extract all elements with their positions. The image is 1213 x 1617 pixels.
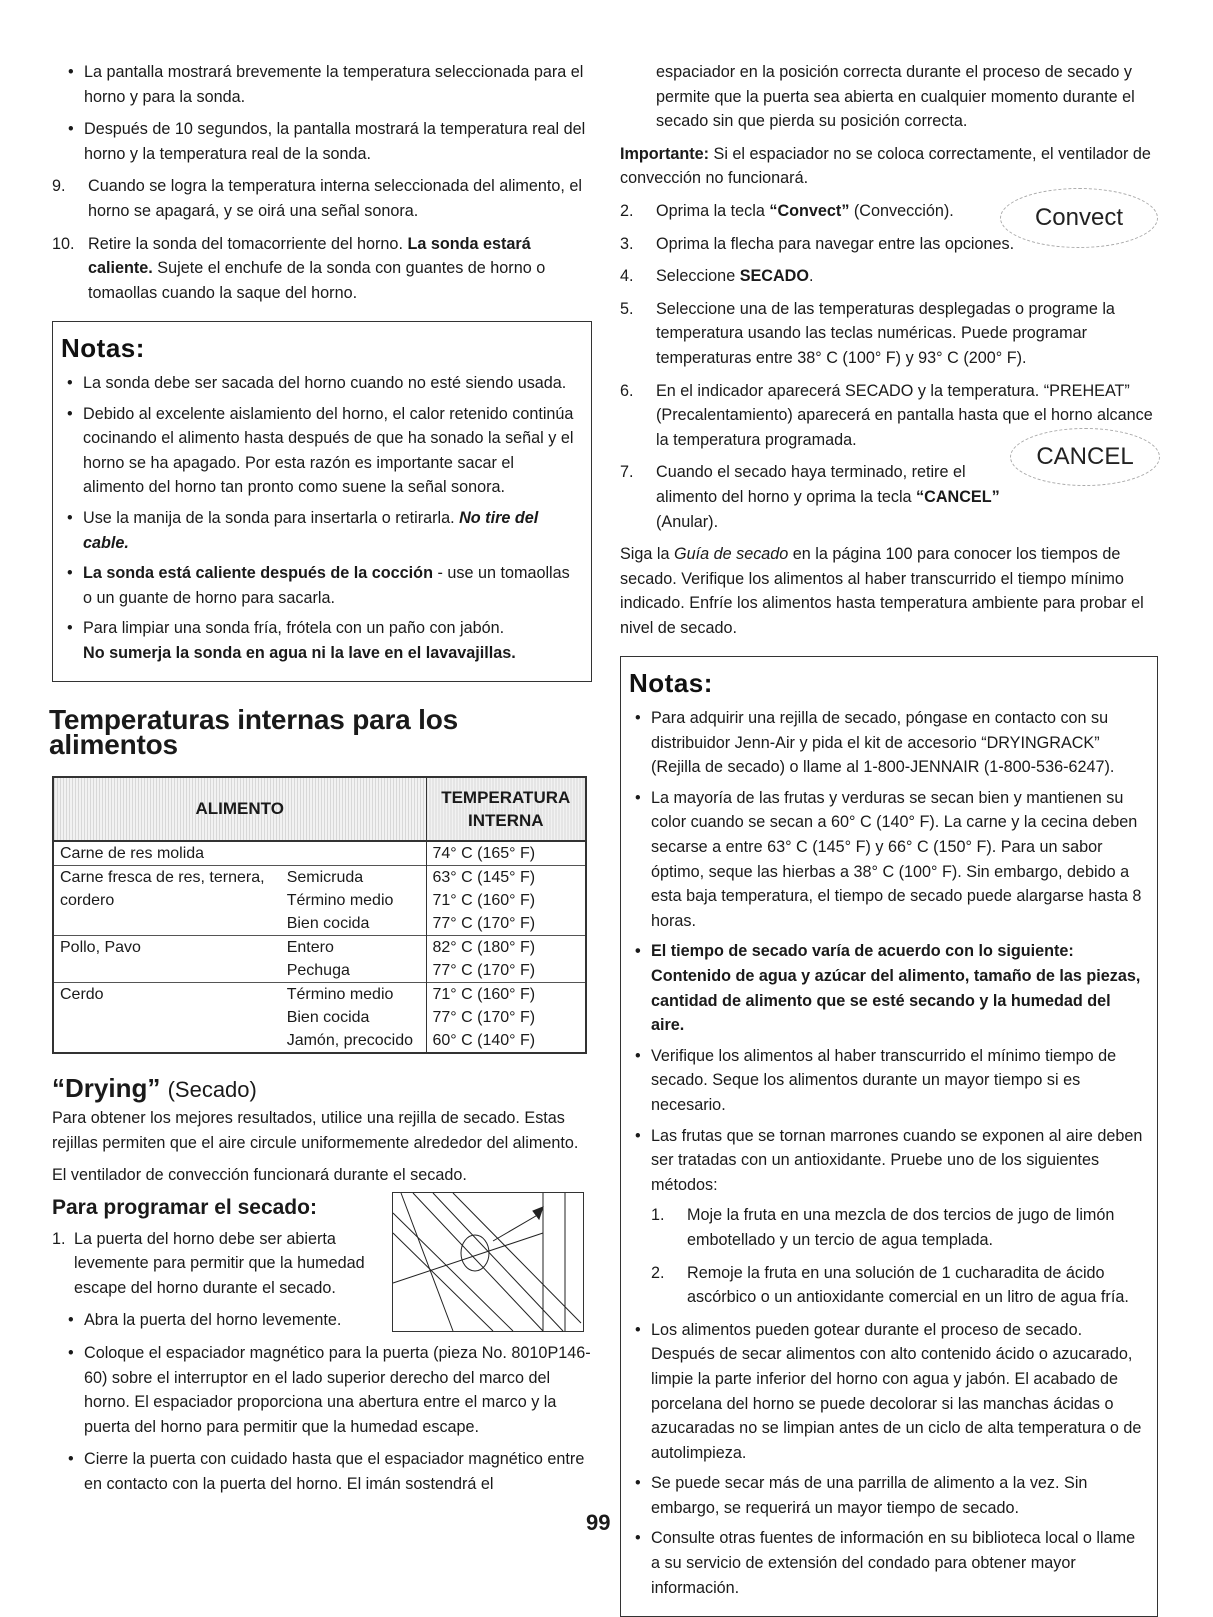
temperature-table (52, 776, 587, 1054)
table-row (53, 889, 586, 912)
table-cell-temp: 60° C (140° F) (426, 1029, 586, 1053)
list-item: • Consulte otras fuentes de información en su biblioteca local o llame a su servicio de extensión del condado para obtener mayor información. (629, 1526, 1145, 1600)
table-cell-food: Carne de res molida (53, 841, 281, 866)
table-cell-temp: 77° C (170° F) (426, 1006, 586, 1029)
table-cell-type: Jamón, precocido (286, 1031, 413, 1049)
table-cell-food (53, 912, 281, 936)
table-cell-type: Semicruda (281, 865, 426, 889)
right-column (620, 60, 1160, 1617)
table-row (53, 935, 586, 959)
list-item: • Para adquirir una rejilla de secado, póngase en contacto con su distribuidor Jenn-Air y pida el kit de accesorio “DRYINGRACK” (Rejilla de secado) o llame al 1-800-JENNAIR (1-800-536-6247). (629, 706, 1145, 780)
list-item: • Cierre la puerta con cuidado hasta que el espaciador magnético entre en contacto con la puerta del horno. El imán sostendrá el (52, 1447, 592, 1496)
table-row (53, 865, 586, 889)
step-10: 10. Retire la sonda del tomacorriente del horno. La sonda estará caliente. Sujete el enchufe de la sonda con guantes de horno o tomaollas cuando la saque del horno. (52, 234, 546, 302)
drying-heading: “Drying” (Secado) (52, 1072, 257, 1103)
method-2: 2. Remoje la fruta en una solución de 1 cucharadita de ácido ascórbico o un antioxidante comercial en un litro de agua fría. (651, 1263, 1129, 1307)
list-item: • La pantalla mostrará brevemente la temperatura seleccionada para el horno y para la sonda. (52, 60, 592, 109)
list-item: • La sonda está caliente después de la cocción - use un tomaollas o un guante de horno para sacarla. (61, 561, 579, 610)
table-row (53, 1029, 586, 1053)
cancel-key-image: CANCEL (1010, 428, 1160, 486)
table-cell-temp: 77° C (170° F) (426, 959, 586, 983)
step-9: 9. Cuando se logra la temperatura interna seleccionada del alimento, el horno se apagará, y se oirá una señal sonora. (52, 177, 583, 220)
table-cell-type: Bien cocida (286, 1008, 370, 1026)
table-cell-food (53, 1029, 281, 1053)
notes-box-drying (620, 656, 1158, 1617)
step-7: 7. Cuando el secado haya terminado, retire el alimento del horno y oprima la tecla “CANCEL” (Anular). (620, 463, 1000, 531)
method-1: 1. Moje la fruta en una mezcla de dos tercios de jugo de limón embotellado y un tercio de agua templada. (651, 1206, 1115, 1249)
list-item: • Los alimentos pueden gotear durante el proceso de secado. Después de secar alimentos con alto contenido ácido o azucarado, limpie la parte inferior del horno con agua y jabón. El acabado de porcelana del horno se puede decolorar si las manchas ácidas o azucaradas no se limpian antes de un ciclo de alta temperatura o de autolimpieza. (629, 1318, 1145, 1466)
table-cell-temp: 77° C (170° F) (426, 912, 586, 936)
table-row (53, 982, 586, 1006)
list-item: • Después de 10 segundos, la pantalla mostrará la temperatura real del horno y la temperatura real de la sonda. (52, 117, 592, 166)
step-4: 4. Seleccione SECADO. (620, 267, 814, 286)
list-item: • Coloque el espaciador magnético para la puerta (pieza No. 8010P146-60) sobre el interruptor en el lado superior derecho del marco del horno. El espaciador proporciona una abertura entre el marco y la puerta del horno para permitir que la humedad escape. (52, 1341, 592, 1439)
list-item: • Para limpiar una sonda fría, frótela con un paño con jabón. No sumerja la sonda en agua ni la lave en el lavavajillas. (61, 616, 579, 665)
step-3: 3. Oprima la flecha para navegar entre las opciones. (620, 234, 1015, 253)
table-cell-type: Término medio (286, 891, 394, 909)
table-cell-type (281, 841, 426, 866)
important-note: Importante: Si el espaciador no se coloca correctamente, el ventilador de convección no funcionará. (620, 144, 1151, 188)
list-item: • Verifique los alimentos al haber transcurrido el mínimo tiempo de secado. Seque los alimentos durante un mayor tiempo si es necesario. (629, 1044, 1145, 1118)
table-cell-food: Pollo, Pavo (53, 935, 281, 959)
step-5: 5. Seleccione una de las temperaturas desplegadas o programe la temperatura usando las teclas numéricas. Puede programar temperaturas entre 38° C (100° F) y 93° C (200° F). (620, 299, 1115, 367)
table-title: Temperaturas internas para los alimentos (49, 704, 458, 761)
paragraph: Siga la Guía de secado en la página 100 para conocer los tiempos de secado. Verifique los alimentos al haber transcurrido el tiempo mínimo indicado. Enfríe los alimentos hasta temperatura ambiente para probar el nivel de secado. (620, 545, 1144, 637)
paragraph: espaciador en la posición correcta durante el proceso de secado y permite que la puerta sea abierta en cualquier momento durante el secado sin que pierda su posición correcta. (656, 63, 1135, 131)
list-item: • Abra la puerta del horno levemente. (52, 1308, 392, 1333)
step-2: 2. Oprima la tecla “Convect” (Convección). (620, 201, 954, 220)
oven-door-spacer-illustration (392, 1192, 584, 1332)
column-header-temperature: TEMPERATURA INTERNA (426, 777, 586, 841)
table-cell-type: Término medio (281, 982, 426, 1006)
convect-key-image: Convect (1000, 188, 1158, 248)
notes-heading: Notas: (61, 333, 145, 364)
notes-heading: Notas: (629, 668, 713, 699)
paragraph: Para obtener los mejores resultados, utilice una rejilla de secado. Estas rejillas permiten que el aire circule uniformemente alrededor del alimento. (52, 1109, 579, 1152)
table-row (53, 959, 586, 983)
table-cell-temp: 74° C (165° F) (426, 841, 586, 866)
table-cell-food (53, 1006, 281, 1029)
table-cell-type: Bien cocida (286, 914, 370, 932)
table-cell-temp: 82° C (180° F) (426, 935, 586, 959)
list-item: • La sonda debe ser sacada del horno cuando no esté siendo usada. (61, 371, 579, 396)
table-cell-food: cordero (60, 891, 115, 909)
table-cell-temp: 63° C (145° F) (426, 865, 586, 889)
list-item: • Debido al excelente aislamiento del horno, el calor retenido continúa cocinando el alimento hasta después de que ha sonado la señal y el horno se ha apagado. Por esta razón es importante sacar el alimento del horno tan pronto como suene la señal sonora. (61, 402, 579, 500)
table-row (53, 912, 586, 936)
list-item: • El tiempo de secado varía de acuerdo con lo siguiente: Contenido de agua y azúcar del alimento, tamaño de las piezas, cantidad de alimento que se esté secando y la humedad del aire. (629, 939, 1145, 1037)
step-1: 1. La puerta del horno debe ser abierta levemente para permitir que la humedad escape del horno durante el secado. (52, 1229, 365, 1297)
table-cell-type: Pechuga (286, 961, 350, 979)
column-header-food: ALIMENTO (53, 777, 426, 841)
table-cell-type: Entero (281, 935, 426, 959)
page-number: 99 (586, 1510, 611, 1535)
list-item: • Use la manija de la sonda para insertarla o retirarla. No tire del cable. (61, 506, 579, 555)
list-item: • Las frutas que se tornan marrones cuando se exponen al aire deben ser tratadas con un antioxidante. Pruebe uno de los siguientes métodos: (629, 1124, 1145, 1198)
notes-box-probe (52, 321, 592, 682)
list-item: • Se puede secar más de una parrilla de alimento a la vez. Sin embargo, se requerirá un mayor tiempo de secado. (629, 1471, 1145, 1520)
paragraph: El ventilador de convección funcionará durante el secado. (52, 1166, 467, 1185)
list-item: • La mayoría de las frutas y verduras se secan bien y mantienen su color cuando se secan a 60° C (140° F). La carne y la cecina deben secarse a entre 63° C (145° F) y 66° C (150° F). Para un sabor óptimo, seque las hierbas a 38° C (100° F). Sin embargo, debido a esta baja temperatura, el tiempo de secado puede alargarse hasta 8 horas. (629, 786, 1145, 934)
program-heading: Para programar el secado: (52, 1196, 317, 1220)
table-cell-temp: 71° C (160° F) (426, 982, 586, 1006)
step-6: 6. En el indicador aparecerá SECADO y la temperatura. “PREHEAT” (Precalentamiento) aparecerá en pantalla hasta que el horno alcance la temperatura programada. (620, 381, 1153, 449)
table-cell-temp: 71° C (160° F) (426, 889, 586, 912)
table-cell-food (53, 959, 281, 983)
table-row (53, 841, 586, 866)
table-row (53, 1006, 586, 1029)
table-cell-food: Cerdo (53, 982, 281, 1006)
table-cell-food: Carne fresca de res, ternera, (53, 865, 281, 889)
